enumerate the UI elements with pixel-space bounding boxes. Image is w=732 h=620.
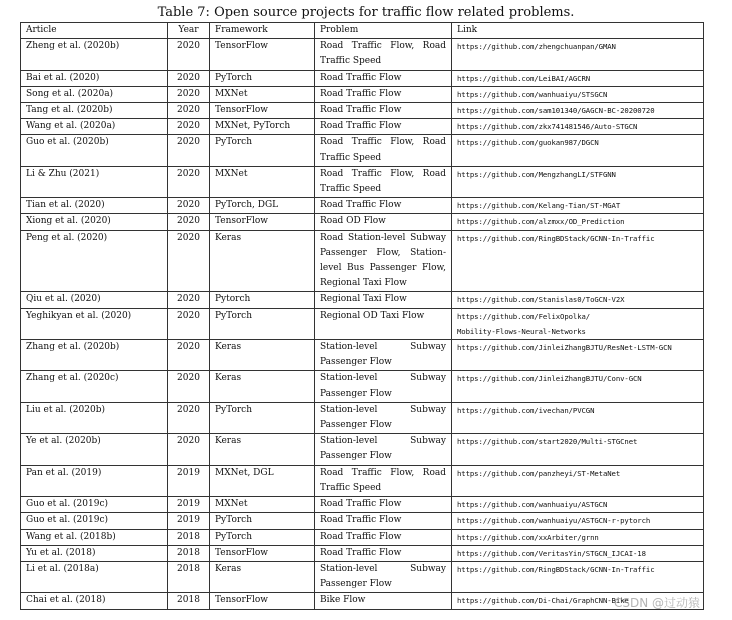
- cell-year: 2020: [168, 340, 210, 371]
- cell-article: Li et al. (2018a): [21, 561, 168, 592]
- cell-framework: PyTorch: [210, 135, 315, 166]
- cell-year: 2020: [168, 214, 210, 230]
- projects-table: [20, 22, 704, 610]
- cell-year: 2020: [168, 371, 210, 402]
- cell-link[interactable]: https://github.com/MengzhangLI/STFGNN: [452, 166, 704, 197]
- cell-year: 2020: [168, 70, 210, 86]
- cell-year: 2020: [168, 86, 210, 102]
- cell-link[interactable]: https://github.com/wanhuaiyu/STSGCN: [452, 86, 704, 102]
- cell-article: Zheng et al. (2020b): [21, 39, 168, 70]
- table-row: [21, 103, 704, 119]
- cell-article: Ye et al. (2020b): [21, 434, 168, 465]
- table-row: [21, 214, 704, 230]
- cell-link[interactable]: https://github.com/sam101340/GAGCN-BC-20200720: [452, 103, 704, 119]
- table-row: [21, 529, 704, 545]
- cell-framework: PyTorch: [210, 70, 315, 86]
- table-row: [21, 86, 704, 102]
- cell-framework: PyTorch, DGL: [210, 198, 315, 214]
- cell-article: Bai et al. (2020): [21, 70, 168, 86]
- cell-article: Guo et al. (2019c): [21, 497, 168, 513]
- cell-problem: Road Traffic Flow: [315, 70, 452, 86]
- cell-framework: TensorFlow: [210, 593, 315, 609]
- cell-link[interactable]: https://github.com/ivechan/PVCGN: [452, 402, 704, 433]
- cell-link[interactable]: https://github.com/FelixOpolka/ Mobility-Flows-Neural-Networks: [452, 308, 704, 339]
- cell-problem: Regional Taxi Flow: [315, 292, 452, 308]
- cell-article: Zhang et al. (2020c): [21, 371, 168, 402]
- cell-framework: MXNet: [210, 166, 315, 197]
- cell-article: Chai et al. (2018): [21, 593, 168, 609]
- cell-link[interactable]: https://github.com/alzmxx/OD_Prediction: [452, 214, 704, 230]
- table-row: [21, 434, 704, 465]
- cell-year: 2020: [168, 103, 210, 119]
- cell-article: Wang et al. (2018b): [21, 529, 168, 545]
- cell-problem: Road Traffic Flow, Road Traffic Speed: [315, 135, 452, 166]
- cell-year: 2018: [168, 593, 210, 609]
- cell-year: 2020: [168, 39, 210, 70]
- cell-problem: Regional OD Taxi Flow: [315, 308, 452, 339]
- cell-year: 2018: [168, 545, 210, 561]
- cell-framework: Keras: [210, 340, 315, 371]
- table-caption: Table 7: Open source projects for traffic flow related problems.: [157, 5, 575, 20]
- cell-link[interactable]: https://github.com/Stanislas0/ToGCN-V2X: [452, 292, 704, 308]
- cell-framework: Keras: [210, 434, 315, 465]
- cell-problem: Road Traffic Flow, Road Traffic Speed: [315, 465, 452, 496]
- cell-link[interactable]: https://github.com/start2020/Multi-STGCnet: [452, 434, 704, 465]
- cell-year: 2020: [168, 166, 210, 197]
- cell-year: 2019: [168, 513, 210, 529]
- cell-problem: Road Traffic Flow, Road Traffic Speed: [315, 166, 452, 197]
- cell-article: Pan et al. (2019): [21, 465, 168, 496]
- cell-year: 2018: [168, 529, 210, 545]
- table-row: [21, 230, 704, 292]
- cell-article: Tian et al. (2020): [21, 198, 168, 214]
- table-row: [21, 593, 704, 609]
- cell-link[interactable]: https://github.com/wanhuaiyu/ASTGCN-r-pytorch: [452, 513, 704, 529]
- cell-link[interactable]: https://github.com/Di-Chai/GraphCNN-Bike: [452, 593, 704, 609]
- table-row: [21, 497, 704, 513]
- cell-framework: Keras: [210, 371, 315, 402]
- table-row: [21, 465, 704, 496]
- cell-framework: Keras: [210, 561, 315, 592]
- cell-year: 2020: [168, 230, 210, 292]
- cell-article: Tang et al. (2020b): [21, 103, 168, 119]
- cell-article: Guo et al. (2020b): [21, 135, 168, 166]
- watermark: CSDN @过动猿: [614, 596, 701, 610]
- cell-framework: PyTorch: [210, 308, 315, 339]
- table-row: [21, 135, 704, 166]
- cell-link[interactable]: https://github.com/Kelang-Tian/ST-MGAT: [452, 198, 704, 214]
- table-row: [21, 119, 704, 135]
- cell-link[interactable]: https://github.com/zhengchuanpan/GMAN: [452, 39, 704, 70]
- cell-framework: PyTorch: [210, 402, 315, 433]
- header-framework: Framework: [210, 23, 315, 39]
- cell-year: 2019: [168, 465, 210, 496]
- cell-article: Yu et al. (2018): [21, 545, 168, 561]
- cell-year: 2019: [168, 497, 210, 513]
- cell-problem: Road Traffic Flow: [315, 103, 452, 119]
- table-row: [21, 198, 704, 214]
- cell-framework: TensorFlow: [210, 545, 315, 561]
- header-row: [21, 23, 704, 39]
- cell-framework: MXNet: [210, 497, 315, 513]
- cell-article: Guo et al. (2019c): [21, 513, 168, 529]
- cell-framework: PyTorch: [210, 529, 315, 545]
- cell-problem: Road Traffic Flow, Road Traffic Speed: [315, 39, 452, 70]
- cell-problem: Road Traffic Flow: [315, 497, 452, 513]
- cell-link[interactable]: https://github.com/panzheyi/ST-MetaNet: [452, 465, 704, 496]
- table-row: [21, 39, 704, 70]
- header-problem: Problem: [315, 23, 452, 39]
- cell-year: 2020: [168, 198, 210, 214]
- cell-link[interactable]: https://github.com/zkx741481546/Auto-STGCN: [452, 119, 704, 135]
- table-row: [21, 340, 704, 371]
- cell-link[interactable]: https://github.com/VeritasYin/STGCN_IJCAI-18: [452, 545, 704, 561]
- table-body: [21, 39, 704, 609]
- cell-year: 2018: [168, 561, 210, 592]
- cell-framework: TensorFlow: [210, 103, 315, 119]
- cell-link[interactable]: https://github.com/JinleiZhangBJTU/Conv-GCN: [452, 371, 704, 402]
- table-row: [21, 292, 704, 308]
- cell-framework: PyTorch: [210, 513, 315, 529]
- cell-problem: Road OD Flow: [315, 214, 452, 230]
- header-year: Year: [168, 23, 210, 39]
- cell-problem: Road Traffic Flow: [315, 86, 452, 102]
- cell-year: 2020: [168, 434, 210, 465]
- cell-framework: TensorFlow: [210, 39, 315, 70]
- cell-problem: Station-level Subway Passenger Flow: [315, 371, 452, 402]
- cell-link[interactable]: https://github.com/RingBDStack/GCNN-In-Traffic: [452, 230, 704, 292]
- table-row: [21, 308, 704, 339]
- cell-problem: Road Traffic Flow: [315, 198, 452, 214]
- header-article: Article: [21, 23, 168, 39]
- cell-article: Yeghikyan et al. (2020): [21, 308, 168, 339]
- table-row: [21, 545, 704, 561]
- table-row: [21, 402, 704, 433]
- cell-problem: Road Traffic Flow: [315, 513, 452, 529]
- cell-year: 2020: [168, 135, 210, 166]
- cell-problem: Station-level Subway Passenger Flow: [315, 434, 452, 465]
- cell-year: 2020: [168, 308, 210, 339]
- cell-link[interactable]: https://github.com/LeiBAI/AGCRN: [452, 70, 704, 86]
- cell-link[interactable]: https://github.com/wanhuaiyu/ASTGCN: [452, 497, 704, 513]
- cell-framework: TensorFlow: [210, 214, 315, 230]
- table-row: [21, 513, 704, 529]
- cell-problem: Station-level Subway Passenger Flow: [315, 402, 452, 433]
- table-row: [21, 561, 704, 592]
- cell-problem: Road Traffic Flow: [315, 529, 452, 545]
- cell-year: 2020: [168, 292, 210, 308]
- cell-framework: MXNet, DGL: [210, 465, 315, 496]
- cell-link[interactable]: https://github.com/RingBDStack/GCNN-In-Traffic: [452, 561, 704, 592]
- cell-article: Xiong et al. (2020): [21, 214, 168, 230]
- cell-framework: MXNet: [210, 86, 315, 102]
- cell-article: Peng et al. (2020): [21, 230, 168, 292]
- cell-article: Liu et al. (2020b): [21, 402, 168, 433]
- table-row: [21, 70, 704, 86]
- cell-framework: Keras: [210, 230, 315, 292]
- cell-year: 2020: [168, 402, 210, 433]
- cell-problem: Station-level Subway Passenger Flow: [315, 340, 452, 371]
- cell-article: Zhang et al. (2020b): [21, 340, 168, 371]
- cell-article: Qiu et al. (2020): [21, 292, 168, 308]
- table-row: [21, 371, 704, 402]
- cell-article: Song et al. (2020a): [21, 86, 168, 102]
- cell-framework: Pytorch: [210, 292, 315, 308]
- cell-problem: Road Traffic Flow: [315, 545, 452, 561]
- cell-problem: Road Station-level Subway Passenger Flow, Station-level Bus Passenger Flow, Regional Taxi Flow: [315, 230, 452, 292]
- cell-problem: Station-level Subway Passenger Flow: [315, 561, 452, 592]
- cell-article: Wang et al. (2020a): [21, 119, 168, 135]
- cell-link[interactable]: https://github.com/JinleiZhangBJTU/ResNet-LSTM-GCN: [452, 340, 704, 371]
- cell-year: 2020: [168, 119, 210, 135]
- cell-problem: Bike Flow: [315, 593, 452, 609]
- cell-article: Li & Zhu (2021): [21, 166, 168, 197]
- table-row: [21, 166, 704, 197]
- cell-problem: Road Traffic Flow: [315, 119, 452, 135]
- cell-link[interactable]: https://github.com/guokan987/DGCN: [452, 135, 704, 166]
- cell-framework: MXNet, PyTorch: [210, 119, 315, 135]
- header-link: Link: [452, 23, 704, 39]
- cell-link[interactable]: https://github.com/xxArbiter/grnn: [452, 529, 704, 545]
